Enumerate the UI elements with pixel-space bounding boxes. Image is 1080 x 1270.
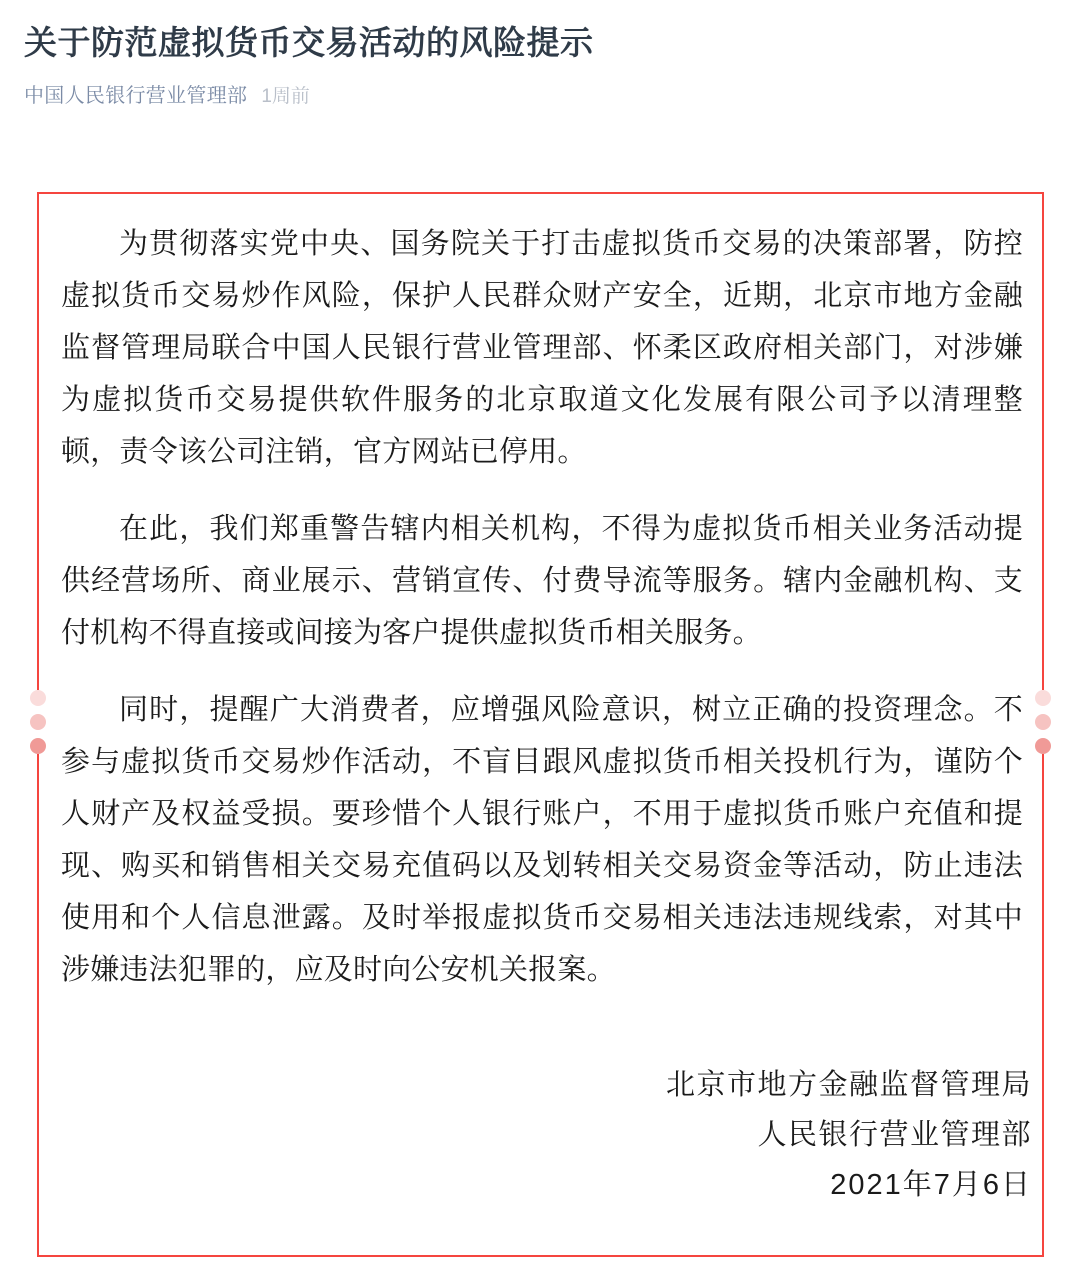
notice-paragraph: 在此，我们郑重警告辖内相关机构，不得为虚拟货币相关业务活动提供经营场所、商业展示、营销宣传、付费导流等服务。辖内金融机构、支付机构不得直接或间接为客户提供虚拟货币相关服务。 <box>61 513 1023 649</box>
decorative-dot-icon <box>30 714 46 730</box>
notice-body <box>61 218 1023 996</box>
signature-organization-primary: 北京市地方金融监督管理局 <box>665 1069 1032 1101</box>
page-title: 关于防范虚拟货币交易活动的风险提示 <box>24 24 594 61</box>
byline-source[interactable]: 中国人民银行营业管理部 <box>24 85 248 107</box>
decorative-dots-right <box>1032 690 1054 754</box>
signature-organization-secondary: 人民银行营业管理部 <box>757 1119 1032 1151</box>
decorative-dot-icon <box>1035 690 1051 706</box>
decorative-dot-icon <box>1035 738 1051 754</box>
notice-paragraph: 为贯彻落实党中央、国务院关于打击虚拟货币交易的决策部署，防控虚拟货币交易炒作风险，保护人民群众财产安全，近期，北京市地方金融监督管理局联合中国人民银行营业管理部、怀柔区政府相关部门，对涉嫌为虚拟货币交易提供软件服务的北京取道文化发展有限公司予以清理整顿，责令该公司注销，官方网站已停用。 <box>61 228 1023 468</box>
decorative-dot-icon <box>30 690 46 706</box>
notice-frame <box>37 192 1044 1257</box>
signature-block <box>432 1060 1032 1210</box>
article-header <box>24 20 1054 111</box>
decorative-dot-icon <box>30 738 46 754</box>
decorative-dot-icon <box>1035 714 1051 730</box>
signature-date: 2021年7月6日 <box>830 1169 1032 1201</box>
notice-paragraph: 同时，提醒广大消费者，应增强风险意识，树立正确的投资理念。不参与虚拟货币交易炒作活动，不盲目跟风虚拟货币相关投机行为，谨防个人财产及权益受损。要珍惜个人银行账户，不用于虚拟货币账户充值和提现、购买和销售相关交易充值码以及划转相关交易资金等活动，防止违法使用和个人信息泄露。及时举报虚拟货币交易相关违法违规线索，对其中涉嫌违法犯罪的，应及时向公安机关报案。 <box>61 694 1023 986</box>
decorative-dots-left <box>27 690 49 754</box>
byline-timestamp: 1周前 <box>261 86 310 107</box>
byline <box>24 82 1054 111</box>
